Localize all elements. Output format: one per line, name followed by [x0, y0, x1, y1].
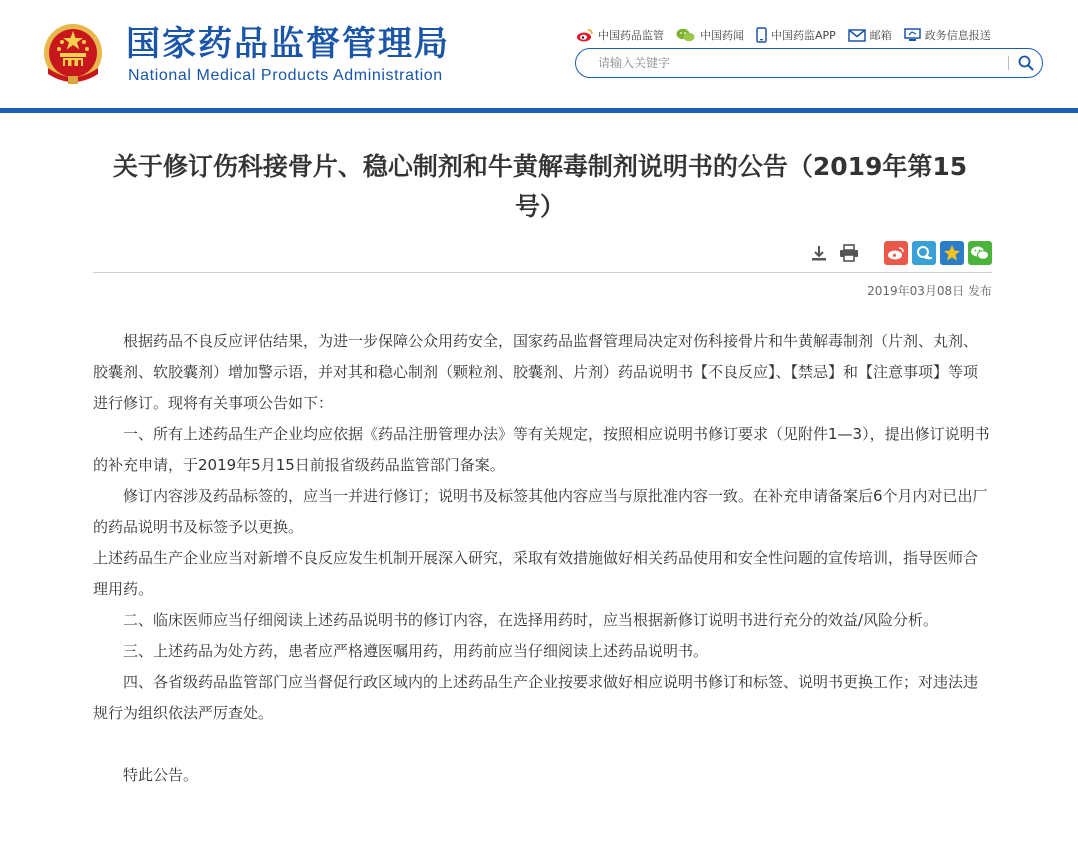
paragraph: 四、各省级药品监管部门应当督促行政区域内的上述药品生产企业按要求做好相应说明书修订和标签、说明书更换工作；对违法违规行为组织依法严厉查处。: [93, 673, 979, 722]
paragraph: 一、所有上述药品生产企业均应依据《药品注册管理办法》等有关规定，按照相应说明书修订要求（见附件1—3），提出修订说明书的补充申请，于2019年5月15日前报省级药品监管部门备案。: [93, 425, 990, 474]
wechat-share-icon: [970, 245, 990, 261]
site-header: [0, 0, 1078, 110]
download-icon: [810, 244, 828, 262]
report-icon: [904, 28, 921, 42]
publish-date: 2019年03月08日 发布: [867, 284, 992, 298]
toplink-wechat[interactable]: [676, 27, 744, 43]
print-button[interactable]: [838, 242, 860, 264]
paragraph: 修订内容涉及药品标签的，应当一并进行修订；说明书及标签其他内容应当与原批准内容一致。在补充申请备案后6个月内对已出厂的药品说明书及标签予以更换。: [93, 487, 988, 536]
qzone-share-icon: [915, 244, 933, 262]
header-bar: [0, 108, 1078, 113]
paragraph: 二、临床医师应当仔细阅读上述药品说明书的修订内容，在选择用药时，应当根据新修订说明书进行充分的效益/风险分析。: [123, 611, 939, 629]
toplink-mail[interactable]: [848, 27, 892, 43]
paragraph: 三、上述药品为处方药，患者应严格遵医嘱用药，用药前应当仔细阅读上述药品说明书。: [123, 642, 709, 660]
phone-icon: [756, 27, 767, 43]
toplink-report[interactable]: [904, 27, 991, 43]
print-icon: [839, 244, 859, 262]
toplink-weibo[interactable]: [576, 27, 664, 43]
toplink-label: 政务信息报送: [924, 29, 991, 42]
search-icon[interactable]: [1017, 54, 1035, 72]
toplink-app[interactable]: [756, 27, 836, 43]
mail-icon: [848, 29, 866, 42]
article-title: 关于修订伤科接骨片、稳心制剂和牛黄解毒制剂说明书的公告（2019年第15号）: [112, 152, 968, 221]
search-input[interactable]: [598, 54, 998, 72]
toplink-label: 中国药品监管: [598, 29, 664, 42]
brand-title-en[interactable]: National Medical Products Administration: [128, 67, 443, 84]
share-qzone-button[interactable]: [912, 241, 936, 265]
share-weibo-button[interactable]: [884, 241, 908, 265]
national-emblem-logo[interactable]: [42, 22, 104, 86]
paragraph: 上述药品生产企业应当对新增不良反应发生机制开展深入研究，采取有效措施做好相关药品使用和安全性问题的宣传培训，指导医师合理用药。: [93, 549, 979, 598]
wechat-icon: [676, 28, 696, 42]
article-toolbar: [800, 240, 992, 266]
favorite-share-icon: [943, 244, 961, 262]
article-body: [93, 326, 992, 791]
toplink-label: 邮箱: [869, 29, 892, 42]
toplink-label: 中国药闻: [700, 29, 744, 42]
title-divider: [93, 272, 992, 273]
brand-title-cn[interactable]: 国家药品监督管理局: [126, 24, 450, 64]
search-box: [575, 48, 1043, 78]
share-favorite-button[interactable]: [940, 241, 964, 265]
search-divider: [1008, 56, 1009, 70]
share-wechat-button[interactable]: [968, 241, 992, 265]
weibo-share-icon: [887, 246, 905, 260]
toplink-label: 中国药监APP: [771, 29, 836, 42]
weibo-icon: [576, 28, 594, 42]
closing-line: 特此公告。: [123, 766, 199, 784]
top-links: [576, 24, 991, 46]
download-button[interactable]: [808, 242, 830, 264]
paragraph: 根据药品不良反应评估结果，为进一步保障公众用药安全，国家药品监督管理局决定对伤科接骨片和牛黄解毒制剂（片剂、丸剂、胶囊剂、软胶囊剂）增加警示语，并对其和稳心制剂（颗粒剂、胶囊剂、片剂）药品说明书【不良反应】、【禁忌】和【注意事项】等项进行修订。现将有关事项公告如下：: [93, 332, 979, 412]
